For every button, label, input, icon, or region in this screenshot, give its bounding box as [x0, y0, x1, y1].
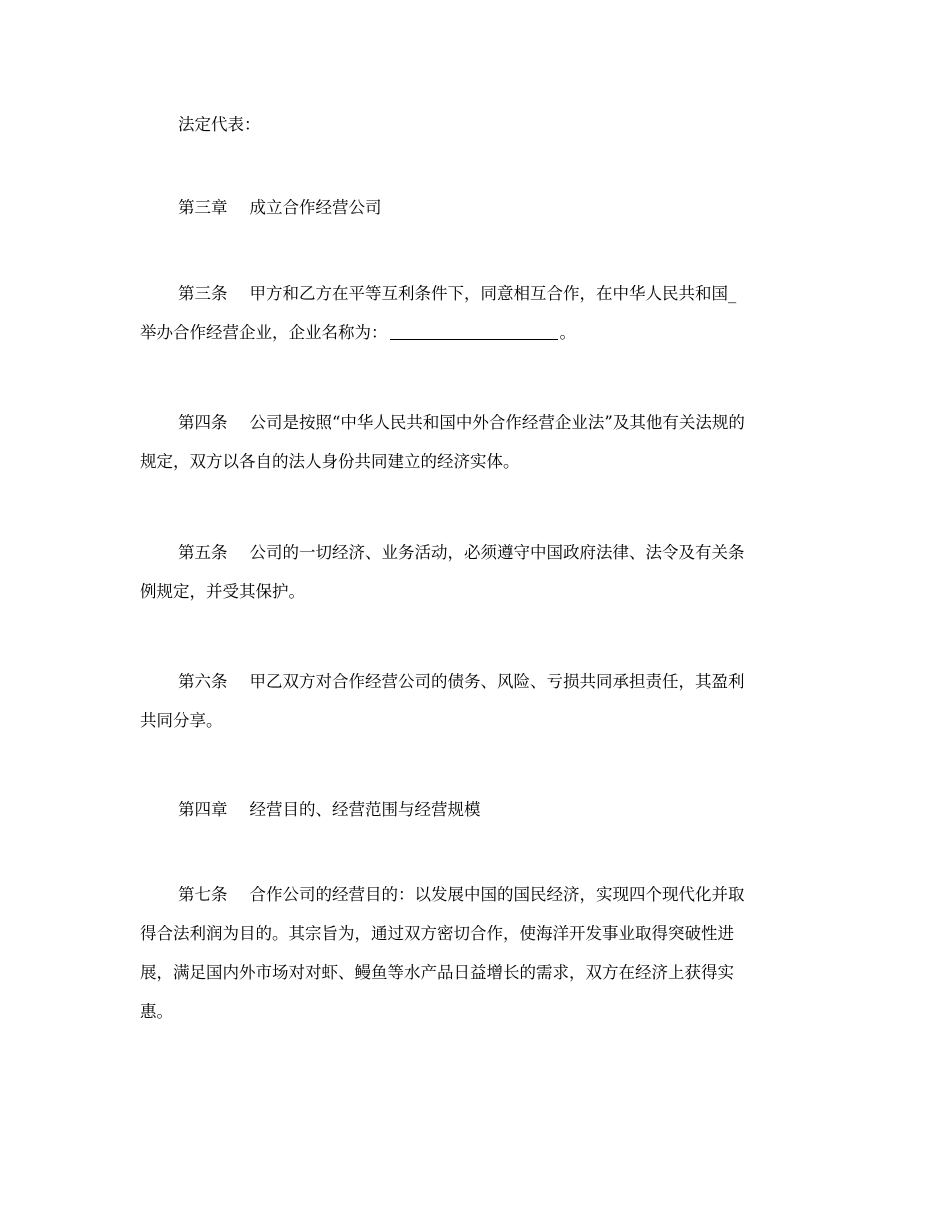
article-6-text-line1: 甲乙双方对合作经营公司的债务、风险、亏损共同承担责任，其盈利 — [249, 672, 745, 691]
chapter-3-title: 成立合作经营公司 — [249, 198, 382, 217]
article-3 — [140, 274, 812, 352]
article-5-number: 第五条 — [178, 543, 228, 562]
article-3-text-line1: 甲方和乙方在平等互利条件下，同意相互合作，在中华人民共和国_ — [249, 284, 737, 303]
article-7-text-line4: 惠。 — [140, 1002, 173, 1021]
chapter-4-heading — [140, 790, 812, 829]
article-5-text-line2: 例规定，并受其保护。 — [140, 582, 305, 601]
article-7-number: 第七条 — [178, 885, 228, 904]
chapter-4-title: 经营目的、经营范围与经营规模 — [249, 800, 481, 819]
chapter-4-number: 第四章 — [178, 800, 228, 819]
chapter-3-heading — [140, 188, 812, 227]
company-name-blank — [390, 321, 558, 340]
article-7 — [140, 875, 812, 1031]
article-4-number: 第四条 — [178, 413, 228, 432]
article-6-text-line2: 共同分享。 — [140, 711, 223, 730]
article-4 — [140, 403, 812, 481]
article-3-number: 第三条 — [178, 284, 228, 303]
legal-representative-line — [140, 105, 812, 144]
article-7-text-line1: 合作公司的经营目的：以发展中国的国民经济，实现四个现代化并取 — [249, 885, 745, 904]
article-6 — [140, 662, 812, 740]
chapter-3-number: 第三章 — [178, 198, 228, 217]
article-3-text-end: 。 — [559, 323, 576, 342]
article-5 — [140, 533, 812, 611]
article-7-text-line2: 得合法利润为目的。其宗旨为，通过双方密切合作，使海洋开发事业取得突破性进 — [140, 924, 734, 943]
article-4-text-line2: 规定，双方以各自的法人身份共同建立的经济实体。 — [140, 452, 520, 471]
article-3-text-line2: 举办合作经营企业，企业名称为： — [140, 323, 388, 342]
article-4-text-line1: 公司是按照“中华人民共和国中外合作经营企业法”及其他有关法规的 — [249, 413, 745, 432]
article-7-text-line3: 展，满足国内外市场对对虾、鳗鱼等水产品日益增长的需求，双方在经济上获得实 — [140, 963, 734, 982]
article-5-text-line1: 公司的一切经济、业务活动，必须遵守中国政府法律、法令及有关条 — [249, 543, 745, 562]
article-6-number: 第六条 — [178, 672, 228, 691]
legal-rep-label: 法定代表： — [178, 115, 261, 134]
